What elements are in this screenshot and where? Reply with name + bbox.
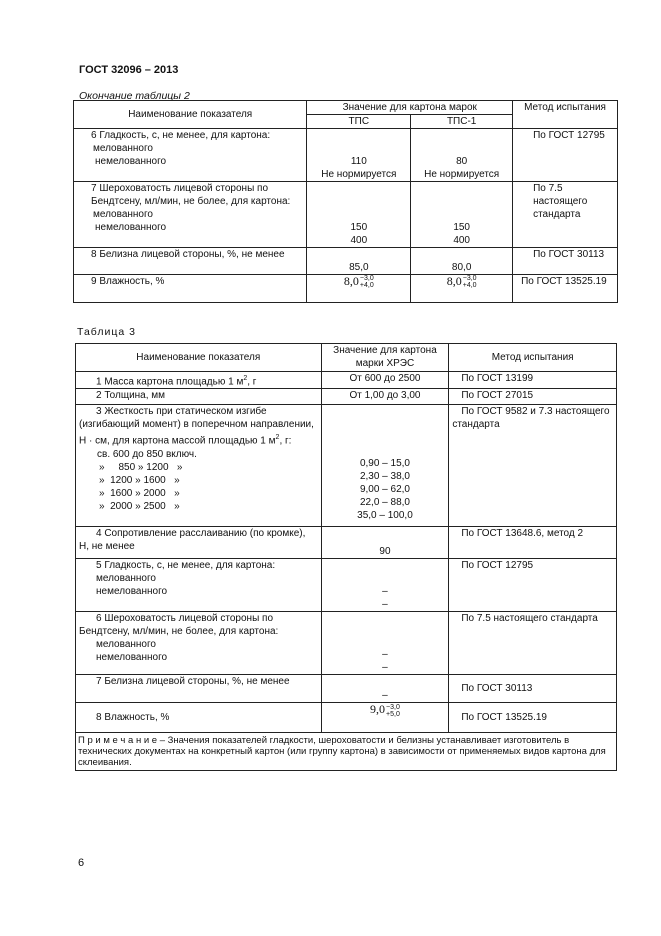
value-text: 400 <box>453 235 470 246</box>
row-label <box>74 129 307 182</box>
cell-method: По ГОСТ 12795 <box>449 559 617 612</box>
row-label-main <box>79 405 318 447</box>
header-tps: ТПС <box>307 115 411 129</box>
header-indicator: Наименование показателя <box>76 344 322 372</box>
table-row <box>74 275 618 303</box>
cell-tps: 85,0 <box>307 248 411 275</box>
row-label-main: 5 Гладкость, с, не менее, для картона: <box>96 560 276 572</box>
cell-tps1 <box>411 129 513 182</box>
value-dash: – <box>382 662 388 674</box>
row-label <box>76 405 322 527</box>
tolerance-lower: +4,0 <box>359 282 374 290</box>
range-label: св. 600 до 850 включ. <box>97 448 197 460</box>
value-dash: – <box>382 649 388 661</box>
cell-method: По ГОСТ 27015 <box>449 389 617 405</box>
cell-value: 90 <box>321 527 449 559</box>
table-row <box>76 559 617 612</box>
range-value: 0,90 – 15,0 <box>359 458 410 470</box>
range-value: 22,0 – 88,0 <box>359 497 410 509</box>
table-row <box>76 703 617 733</box>
row-label-sub: немелованного <box>96 586 168 598</box>
row-label-sub: мелованного <box>93 209 153 220</box>
row-label-main: 6 Шероховатость лицевой стороны по Бендтсену, мл/мин, не более, для картона: <box>79 613 279 638</box>
header-method: Метод испытания <box>513 101 618 129</box>
row-label <box>76 612 322 675</box>
cell-tps <box>307 182 411 248</box>
table-row <box>76 372 617 389</box>
cell-value: От 1,00 до 3,00 <box>321 389 449 405</box>
header-indicator: Наименование показателя <box>74 101 307 129</box>
row-label-text: 3 Жесткость при статическом изгибе (изгибающий момент) в поперечном направлении, Н · см, для картона массой площадью 1 м <box>79 406 314 447</box>
value-text: 150 <box>350 222 368 233</box>
cell-value <box>321 405 449 527</box>
cell-value: – <box>321 675 449 703</box>
tolerance-lower: +4,0 <box>462 282 477 290</box>
cell-value: От 600 до 2500 <box>321 372 449 389</box>
cell-method: По ГОСТ 13648.6, метод 2 <box>449 527 617 559</box>
cell-method <box>449 612 617 675</box>
cell-method: По ГОСТ 13199 <box>449 372 617 389</box>
row-label-sub: немелованного <box>95 156 167 167</box>
value-text: 110 <box>350 156 367 167</box>
value-text: 150 <box>453 222 470 233</box>
table-3 <box>75 343 617 771</box>
row-label-text: , г <box>247 376 257 388</box>
cell-method: По 7.5 настоящего стандарта <box>513 182 618 248</box>
header-method: Метод испытания <box>449 344 617 372</box>
moisture-value: 8,0 <box>343 274 359 288</box>
method-text: По 7.5 настоящего стандарта <box>461 613 598 625</box>
row-label: 9 Влажность, % <box>74 275 307 303</box>
value-text: 400 <box>350 235 368 246</box>
range-label: » 1600 » 2000 » <box>99 487 180 499</box>
table-2 <box>73 100 618 303</box>
cell-method: По ГОСТ 13525.19 <box>449 703 617 733</box>
table-note-row <box>76 733 617 771</box>
table-row <box>74 129 618 182</box>
note-text: – Значения показателей гладкости, шероховатости и белизны устанавливает изготовитель в технических документах на конкретный картон (или группу картона) в зависимости от применяемых видов картона для склеивания. <box>78 735 606 769</box>
table-row <box>76 527 617 559</box>
header-value: Значение для картона марки ХРЭС <box>321 344 449 372</box>
cell-tps1 <box>411 182 513 248</box>
row-label-text: , г: <box>279 435 292 447</box>
range-value: 2,30 – 38,0 <box>359 471 410 483</box>
row-label <box>76 559 322 612</box>
table-row <box>74 248 618 275</box>
value-text: 80 <box>456 156 468 167</box>
row-label-sub: немелованного <box>96 652 168 664</box>
row-label: 7 Белизна лицевой стороны, %, не менее <box>76 675 322 703</box>
tolerance-upper: −3,0 <box>386 703 400 711</box>
value-dash: – <box>382 586 388 598</box>
value-text: Не нормируется <box>424 169 500 180</box>
range-label: » 850 » 1200 » <box>99 461 183 473</box>
cell-tps <box>307 275 411 303</box>
tolerance-lower: +5,0 <box>386 710 400 718</box>
row-label-main: 7 Шероховатость лицевой стороны по Бендтсену, мл/мин, не более, для картона: <box>91 183 291 207</box>
cell-method <box>449 405 617 527</box>
page-number: 6 <box>78 857 85 869</box>
table-row <box>74 182 618 248</box>
table-header-row <box>74 101 618 115</box>
superscript: 2 <box>243 375 248 382</box>
row-label-sub: мелованного <box>96 639 156 651</box>
row-label-sub: мелованного <box>93 143 153 154</box>
range-label: » 2000 » 2500 » <box>99 500 180 512</box>
method-text: По ГОСТ 9582 и 7.3 настоящего стандарта <box>452 406 610 431</box>
tolerance-upper: −3,0 <box>462 275 477 283</box>
row-label: 8 Белизна лицевой стороны, %, не менее <box>74 248 307 275</box>
cell-method: По ГОСТ 30113 <box>449 675 617 703</box>
row-label-text: 1 Масса картона площадью 1 м <box>96 376 244 388</box>
cell-method: По ГОСТ 13525.19 <box>513 275 618 303</box>
range-label: » 1200 » 1600 » <box>99 474 180 486</box>
value-dash: – <box>382 599 388 611</box>
range-value: 35,0 – 100,0 <box>357 510 413 522</box>
table-header-row <box>76 344 617 372</box>
cell-tps1 <box>411 275 513 303</box>
row-label <box>74 182 307 248</box>
note-label: П р и м е ч а н и е <box>78 735 158 747</box>
moisture-value: 8,0 <box>446 274 462 288</box>
value-text: Не нормируется <box>321 169 397 180</box>
cell-tps1: 80,0 <box>411 248 513 275</box>
table2-caption: Окончание таблицы 2 <box>79 90 190 102</box>
header-tps1: ТПС-1 <box>411 115 513 129</box>
document-header: ГОСТ 32096 – 2013 <box>79 64 179 76</box>
table-row <box>76 405 617 527</box>
row-label <box>76 372 322 389</box>
cell-value <box>321 703 449 733</box>
row-label-sub: мелованного <box>96 573 156 585</box>
row-label: 2 Толщина, мм <box>76 389 322 405</box>
moisture-value: 9,0 <box>370 702 386 717</box>
cell-method: По ГОСТ 30113 <box>513 248 618 275</box>
cell-method: По ГОСТ 12795 <box>513 129 618 182</box>
cell-value <box>321 612 449 675</box>
table-row <box>76 675 617 703</box>
row-label: 4 Сопротивление расслаиванию (по кромке), Н, не менее <box>76 527 322 559</box>
table3-caption: Таблица 3 <box>77 326 136 338</box>
range-value: 9,00 – 62,0 <box>359 484 410 496</box>
table-row <box>76 612 617 675</box>
tolerance-upper: −3,0 <box>359 275 374 283</box>
cell-value <box>321 559 449 612</box>
row-label-main: 6 Гладкость, с, не менее, для картона: <box>91 130 271 141</box>
table-row <box>76 389 617 405</box>
superscript: 2 <box>275 434 280 442</box>
cell-tps <box>307 129 411 182</box>
row-label: 8 Влажность, % <box>76 703 322 733</box>
table-note <box>76 733 617 771</box>
row-label-sub: немелованного <box>95 222 167 233</box>
header-value-group: Значение для картона марок <box>307 101 513 115</box>
